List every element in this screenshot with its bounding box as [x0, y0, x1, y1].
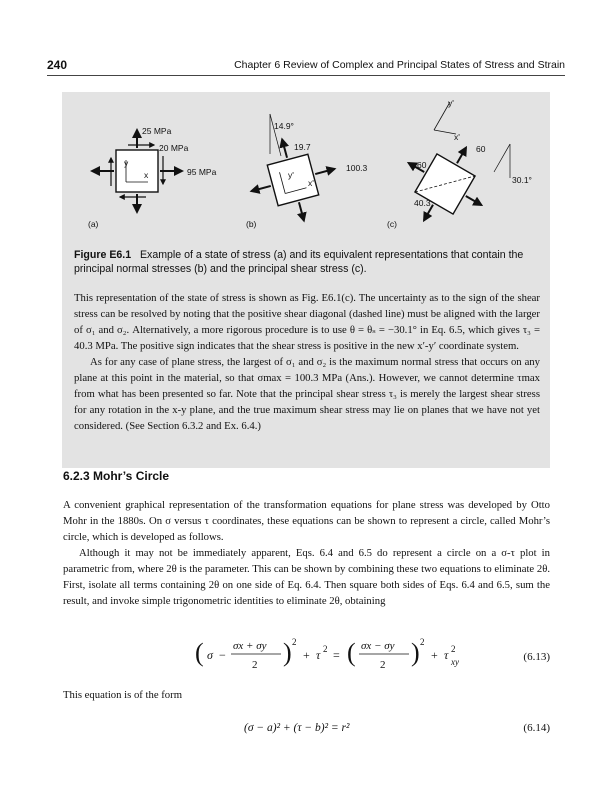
eq-tau: τ — [316, 648, 321, 662]
svg-text:−: − — [219, 648, 226, 662]
figure-caption-text: Example of a state of stress (a) and its equivalent representations that contain the principal normal stresses (b) and the principal shear stress (c). — [74, 249, 524, 275]
eq-frac1-num: σx + σy — [233, 640, 267, 652]
panel-a-stress-shear: 20 MPa — [159, 143, 189, 153]
panel-c-axis-x: x' — [454, 132, 460, 142]
body-text — [63, 497, 550, 609]
eq-exp2: 2 — [323, 644, 328, 654]
eq-frac1-den: 2 — [252, 659, 258, 671]
panel-c-normal-left: 60 — [417, 160, 427, 170]
panel-a-label: (a) — [88, 219, 99, 229]
equation-number: (6.13) — [523, 651, 550, 663]
svg-text:+: + — [431, 648, 438, 662]
panel-c-normal-right: 60 — [476, 144, 486, 154]
svg-text:(: ( — [347, 638, 356, 667]
equation-6-14 — [63, 718, 550, 742]
panel-a-axis-y: y — [124, 158, 129, 168]
figure-caption-label: Figure E6.1 — [74, 249, 132, 261]
panel-b-stress-right: 100.3 — [346, 163, 368, 173]
panel-c-shear: 40.3 — [414, 198, 431, 208]
panel-c-axis-y: y' — [448, 98, 454, 108]
eq-frac2-den: 2 — [380, 659, 386, 671]
eq-exp4: 2 — [451, 644, 456, 654]
panel-c — [387, 98, 532, 241]
equation-6-14-math: (σ − a)² + (τ − b)² = r² — [244, 722, 350, 734]
svg-text:): ) — [283, 638, 292, 667]
svg-text:(: ( — [195, 638, 204, 667]
panel-a-stress-right: 95 MPa — [187, 167, 217, 177]
panel-c-angle: 30.1° — [512, 175, 532, 185]
figure-caption — [74, 248, 542, 276]
body-paragraph: A convenient graphical representation of the transformation equations for plane stress was developed by Otto Mohr in the 1880s. On σ versus τ coordinates, these equations can be shown to represent a circle, called Mohr’s circle, which is developed as follows. — [63, 499, 550, 543]
header-rule — [47, 75, 565, 76]
svg-text:+: + — [303, 648, 310, 662]
example-paragraph: As for any case of plane stress, the largest of σ₁ and σ₂ is the maximum normal stress that occurs on any plane at this point in the material, so that σmax = 100.3 MPa (Ans.). However, we cannot determine τmax from what has been presented so far. Note that the principal shear stress τ₃ is merely the largest shear stress for any rotation in the x-y plane, and the true maximum shear stress may lie on planes that we have not yet considered. (See Section 6.3.2 and Ex. 6.4.) — [74, 356, 540, 432]
panel-a — [88, 126, 217, 229]
equation-number: (6.14) — [523, 722, 550, 734]
eq-exp3: 2 — [420, 637, 425, 647]
example-text — [74, 290, 540, 434]
panel-b-label: (b) — [246, 219, 257, 229]
panel-b-angle: 14.9° — [274, 121, 294, 131]
figure-e6-1 — [62, 92, 550, 242]
example-paragraph: This representation of the state of stress is shown as Fig. E6.1(c). The uncertainty as to the sign of the shear stress can be resolved by noting that the positive shear diagonal (dashed line) must be aligned with the larger of σ₁ and σ₂. Alternatively, a more rigorous procedure is to use θ = θₛ = −30.1° in Eq. 6.5, which gives τ₃ = 40.3 MPa. The positive sign indicates that the shear stress is positive in the new x′-y′ coordinate system. — [74, 292, 540, 352]
page-number: 240 — [47, 58, 68, 72]
panel-a-stress-top: 25 MPa — [142, 126, 172, 136]
eq-tau-sub: xy — [451, 657, 459, 667]
eq-frac2-num: σx − σy — [361, 640, 395, 652]
between-text: This equation is of the form — [63, 689, 183, 701]
panel-b-axis-y: y' — [288, 170, 294, 180]
eq-exp1: 2 — [292, 637, 297, 647]
section-heading: 6.2.3 Mohr’s Circle — [63, 469, 170, 483]
svg-text:): ) — [411, 638, 420, 667]
panel-c-label: (c) — [387, 219, 397, 229]
panel-a-axis-x: x — [144, 170, 149, 180]
equation-6-13-math — [195, 633, 535, 677]
panel-b-axis-x: x' — [308, 178, 314, 188]
running-head: Chapter 6 Review of Complex and Principal States of Stress and Strain — [234, 59, 565, 71]
svg-text:=: = — [333, 648, 340, 662]
body-paragraph: Although it may not be immediately apparent, Eqs. 6.4 and 6.5 do represent a circle on a σ-τ plot in parametric from, where 2θ is the parameter. This can be shown by combining these two equations to eliminate 2θ. First, isolate all terms containing 2θ on one side of Eq. 6.4. Then square both sides of Eqs. 6.4 and 6.5, sum the result, and invoke simple trigonometric identities to eliminate 2θ, obtaining — [63, 547, 550, 607]
panel-b-stress-top: 19.7 — [294, 142, 311, 152]
equation-6-13 — [63, 633, 550, 677]
eq-tau-2: τ — [444, 648, 449, 662]
panel-b — [241, 114, 368, 232]
eq-sigma: σ — [207, 648, 213, 662]
